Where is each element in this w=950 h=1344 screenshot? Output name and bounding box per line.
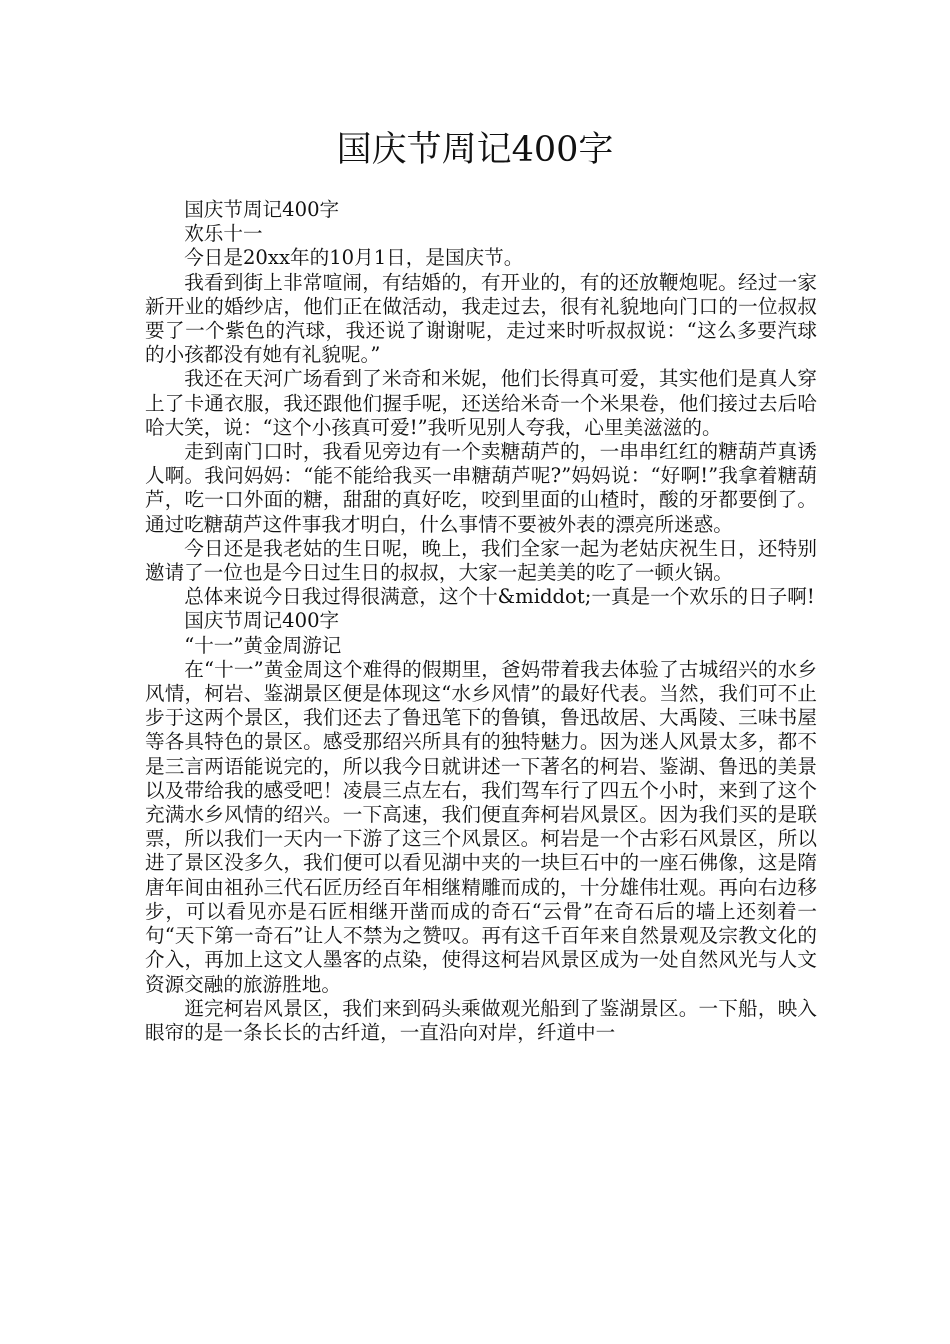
paragraph: 今日是20xx年的10月1日，是国庆节。 bbox=[184, 246, 524, 270]
paragraph-subtitle-1: 国庆节周记400字 bbox=[184, 198, 340, 221]
paragraph-heading-1: 欢乐十一 bbox=[184, 222, 263, 246]
paragraph-subtitle-2: 国庆节周记400字 bbox=[184, 609, 340, 633]
paragraph: 我看到街上非常喧闹，有结婚的，有开业的，有的还放鞭炮呢。经过一家新开业的婚纱店，他们正在做活动，我走过去，很有礼貌地向门口的一位叔叔要了一个紫色的汽球，我还说了谢谢呢，走过来时听叔叔说：“这么多要汽球的小孩都没有她有礼貌呢。” bbox=[145, 270, 817, 367]
paragraph: 逛完柯岩风景区，我们来到码头乘做观光船到了鉴湖景区。一下船，映入眼帘的是一条长长的古纤道，一直沿向对岸，纤道中一 bbox=[145, 996, 817, 1044]
paragraph: 走到南门口时，我看见旁边有一个卖糖葫芦的，一串串红红的糖葫芦真诱人啊。我问妈妈：“能不能给我买一串糖葫芦呢?”妈妈说：“好啊!”我拿着糖葫芦，吃一口外面的糖，甜甜的真好吃，咬到里面的山楂时，酸的牙都要倒了。通过吃糖葫芦这件事我才明白，什么事情不要被外表的漂亮所迷惑。 bbox=[145, 440, 817, 536]
paragraph: 我还在天河广场看到了米奇和米妮，他们长得真可爱，其实他们是真人穿上了卡通衣服，我还跟他们握手呢，还送给米奇一个米果卷，他们接过去后哈哈大笑，说：“这个小孩真可爱!”我听见别人夸我，心里美滋滋的。 bbox=[145, 367, 817, 439]
paragraph-heading-2: “十一”黄金周游记 bbox=[184, 633, 342, 657]
document-title: 国庆节周记400字 bbox=[336, 130, 614, 170]
paragraph: 总体来说今日我过得很满意，这个十&middot;一真是一个欢乐的日子啊! bbox=[184, 585, 815, 609]
paragraph: 在“十一”黄金周这个难得的假期里，爸妈带着我去体验了古城绍兴的水乡风情，柯岩、鉴湖景区便是体现这“水乡风情”的最好代表。当然，我们可不止步于这两个景区，我们还去了鲁迅笔下的鲁镇，鲁迅故居、大禹陵、三味书屋等各具特色的景区。感受那绍兴所具有的独特魅力。因为迷人风景太多，都不是三言两语能说完的，所以我今日就讲述一下著名的柯岩、鉴湖、鲁迅的美景以及带给我的感受吧！凌晨三点左右，我们驾车行了四五个小时，来到了这个充满水乡风情的绍兴。一下高速，我们便直奔柯岩风景区。因为我们买的是联票，所以我们一天内一下游了这三个风景区。柯岩是一个古彩石风景区，所以进了景区没多久，我们便可以看见湖中夹的一块巨石中的一座石佛像，这是隋唐年间由祖孙三代石匠历经百年相继精雕而成的，十分雄伟壮观。再向右边移步，可以看见亦是石匠相继开凿而成的奇石“云骨”在奇石后的墙上还刻着一句“天下第一奇石”让人不禁为之赞叹。再有这千百年来自然景观及宗教文化的介入，再加上这文人墨客的点染，使得这柯岩风景区成为一处自然风光与人文资源交融的旅游胜地。 bbox=[145, 657, 817, 996]
document-body bbox=[145, 198, 817, 1045]
paragraph: 今日还是我老姑的生日呢，晚上，我们全家一起为老姑庆祝生日，还特别邀请了一位也是今日过生日的叔叔，大家一起美美的吃了一顿火锅。 bbox=[145, 536, 817, 585]
